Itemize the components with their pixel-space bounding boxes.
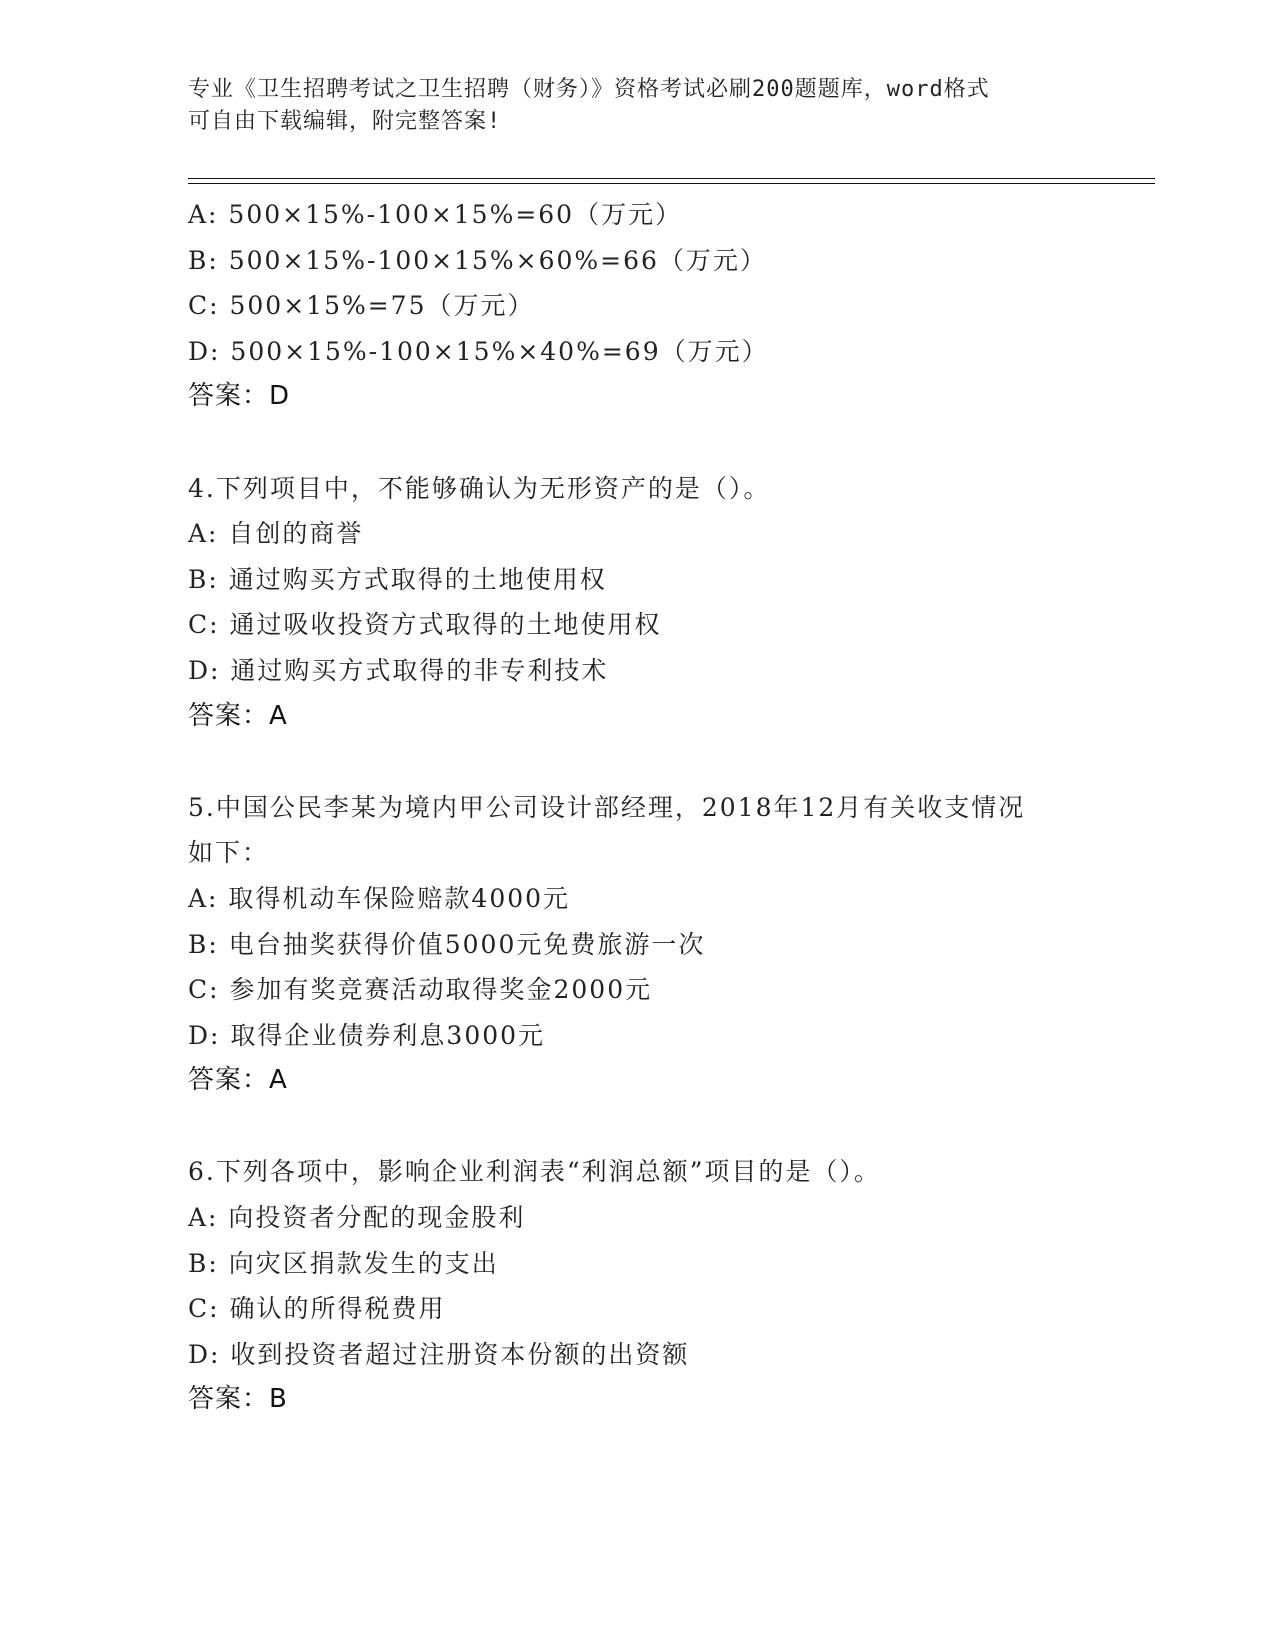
option-c: C: 确认的所得税费用 (188, 1294, 446, 1324)
option-b: B: 500×15%-100×15%×60%=66（万元） (188, 245, 767, 275)
header-title-line-1: 专业《卫生招聘考试之卫生招聘（财务）》资格考试必刷200题题库，word格式 (188, 77, 990, 102)
option-c: C: 500×15%=75（万元） (188, 291, 535, 321)
answer-line: 答案：A (188, 1065, 288, 1096)
option-a: A: 自创的商誉 (188, 519, 364, 549)
question-text-continued: 如下： (188, 838, 270, 868)
option-d: D: 通过购买方式取得的非专利技术 (188, 655, 609, 685)
option-b: B: 向灾区捐款发生的支出 (188, 1248, 499, 1278)
answer-line: 答案：A (188, 700, 288, 731)
spacer (188, 739, 1148, 785)
option-d: D: 500×15%-100×15%×40%=69（万元） (188, 336, 769, 366)
spacer (188, 1104, 1148, 1150)
question-list (188, 192, 1148, 1423)
answer-line: 答案：B (188, 1384, 288, 1415)
answer-line: 答案：D (188, 381, 291, 412)
option-d: D: 取得企业债券利息3000元 (188, 1020, 546, 1050)
option-a: A: 500×15%-100×15%=60（万元） (188, 200, 683, 229)
option-c: C: 参加有奖竞赛活动取得奖金2000元 (188, 975, 653, 1005)
option-a: A: 取得机动车保险赔款4000元 (188, 883, 571, 913)
option-b: B: 电台抽奖获得价值5000元免费旅游一次 (188, 929, 706, 959)
header-title-line-2: 可自由下载编辑，附完整答案! (188, 109, 502, 134)
question-4-block (188, 466, 1148, 740)
option-d: D: 收到投资者超过注册资本份额的出资额 (188, 1339, 690, 1369)
question-text: 6.下列各项中，影响企业利润表“利润总额”项目的是（）。 (188, 1157, 881, 1187)
question-text: 4.下列项目中，不能够确认为无形资产的是（）。 (188, 473, 771, 503)
option-a: A: 向投资者分配的现金股利 (188, 1203, 526, 1233)
question-3-block (188, 192, 1148, 420)
spacer (188, 420, 1148, 466)
option-c: C: 通过吸收投资方式取得的土地使用权 (188, 610, 662, 640)
document-header (188, 74, 1068, 138)
question-text: 5.中国公民李某为境内甲公司设计部经理，2018年12月有关收支情况 (188, 792, 1026, 822)
question-6-block (188, 1149, 1148, 1423)
option-b: B: 通过购买方式取得的土地使用权 (188, 564, 607, 594)
header-divider-bottom (188, 183, 1155, 184)
header-divider-top (188, 178, 1155, 179)
question-5-block (188, 785, 1148, 1104)
